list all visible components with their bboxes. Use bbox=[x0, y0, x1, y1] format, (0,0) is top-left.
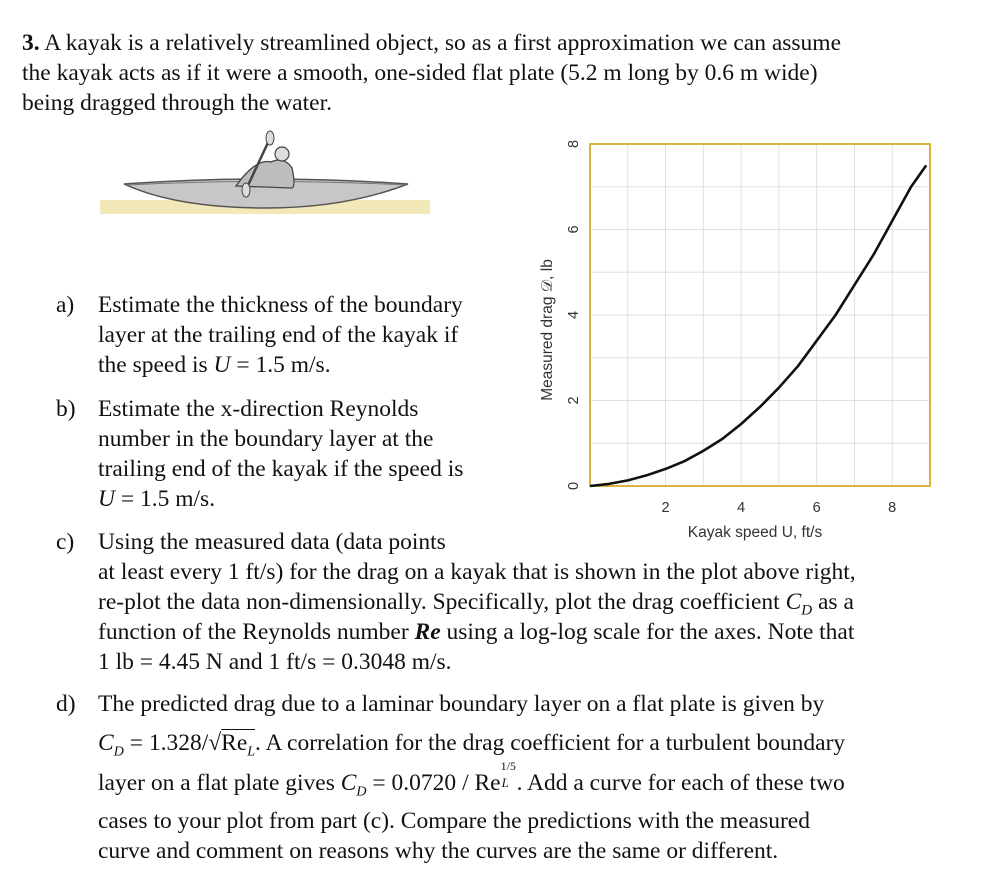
y-tick-label: 0 bbox=[565, 481, 582, 491]
y-axis-label: Measured drag 𝒟, lb bbox=[539, 259, 556, 401]
part-c-line-4: function of the Reynolds number Re using a log-log scale for the axes. Note that bbox=[98, 619, 855, 645]
x-tick-label: 4 bbox=[737, 500, 746, 516]
series-line-measured-drag bbox=[590, 165, 926, 486]
x-axis-label: Kayak speed U, ft/s bbox=[687, 524, 823, 541]
laminar-equation: $C_D = 1.328/√Re_L$ bbox=[98, 730, 256, 760]
x-tick-label: 6 bbox=[812, 500, 821, 516]
part-c-line-3: re-plot the data non-dimensionally. Specifically, plot the drag coefficient $C_D$ as a bbox=[98, 589, 854, 619]
y-tick-label: 6 bbox=[565, 225, 582, 234]
problem-number: 3. bbox=[22, 30, 40, 56]
drag-chart-svg bbox=[520, 130, 970, 550]
part-a-line-1: Estimate the thickness of the boundary bbox=[98, 292, 463, 318]
part-d-line-1: The predicted drag due to a laminar boundary layer on a flat plate is given by bbox=[98, 691, 825, 717]
turbulent-equation: $C_D = 0.0720 / Re$ 1/5 L bbox=[340, 759, 516, 800]
part-c-line-5: 1 lb = 4.45 N and 1 ft/s = 0.3048 m/s. bbox=[98, 649, 452, 675]
part-d-label: d) bbox=[56, 691, 76, 717]
kayak-illustration bbox=[96, 128, 436, 218]
part-b-line-1: Estimate the x-direction Reynolds bbox=[98, 396, 419, 422]
problem-intro-line-3: being dragged through the water. bbox=[22, 90, 332, 116]
drag-chart bbox=[520, 130, 970, 550]
part-b-label: b) bbox=[56, 396, 76, 422]
part-d-line-5: curve and comment on reasons why the curves are the same or different. bbox=[98, 838, 779, 864]
part-d-line-2: $C_D = 1.328/√Re_L$. A correlation for the drag coefficient for a turbulent boundary bbox=[98, 730, 846, 760]
x-tick-label: 8 bbox=[888, 500, 897, 516]
part-d-line-4: cases to your plot from part (c). Compare the predictions with the measured bbox=[98, 808, 810, 834]
part-c-line-1: Using the measured data (data points bbox=[98, 529, 446, 555]
part-d-line-3: layer on a flat plate gives $C_D = 0.0720 / Re$ 1/5 L . Add a curve for each of these two bbox=[98, 759, 845, 800]
part-b-line-3: trailing end of the kayak if the speed is bbox=[98, 456, 464, 482]
problem-intro-line-1: 3. A kayak is a relatively streamlined object, so as a first approximation we can assume bbox=[22, 30, 842, 56]
part-a-line-3: the speed is U = 1.5 m/s. bbox=[98, 352, 331, 378]
y-tick-label: 4 bbox=[565, 310, 582, 320]
problem-intro-line-2: the kayak acts as if it were a smooth, one-sided flat plate (5.2 m long by 0.6 m wide) bbox=[22, 60, 818, 86]
part-a-label: a) bbox=[56, 292, 75, 318]
sqrt-sign: √ bbox=[208, 730, 222, 756]
x-tick-label: 2 bbox=[661, 500, 670, 516]
y-tick-label: 2 bbox=[565, 396, 582, 405]
part-b-line-2: number in the boundary layer at the bbox=[98, 426, 434, 452]
y-tick-label: 8 bbox=[565, 139, 582, 149]
part-c-label: c) bbox=[56, 529, 75, 555]
part-a-line-2: layer at the trailing end of the kayak if bbox=[98, 322, 459, 348]
part-c-line-2: at least every 1 ft/s) for the drag on a kayak that is shown in the plot above right, bbox=[98, 559, 856, 585]
part-b-line-4: U = 1.5 m/s. bbox=[98, 486, 216, 512]
